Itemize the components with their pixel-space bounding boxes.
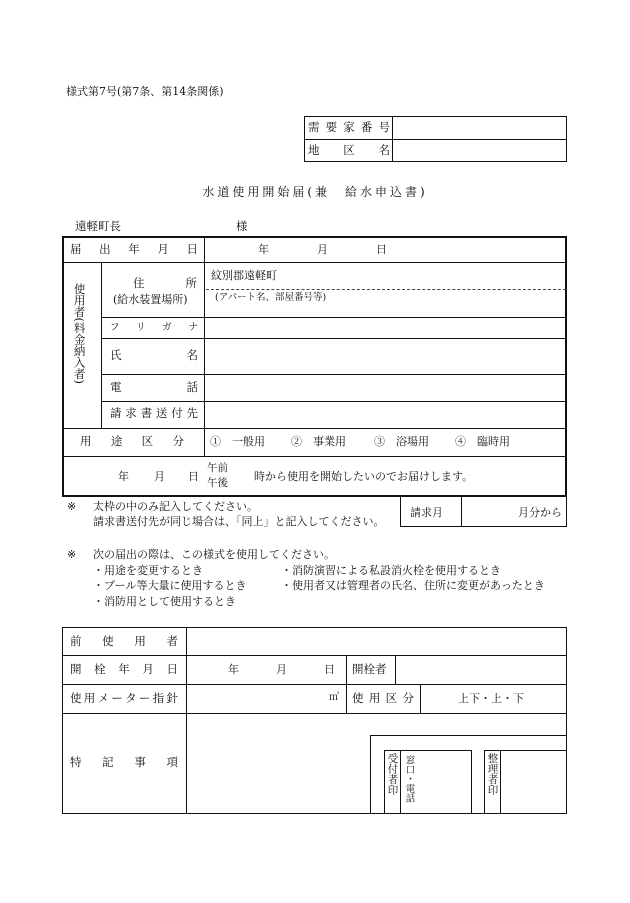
note1-mark: ※ [67,500,77,513]
usage-option-temporary[interactable]: ④ 臨時用 [455,435,510,448]
notify-year: 年 [258,243,269,256]
prev-user-label: 前使用者 [70,634,178,648]
meter-unit: ㎥ [329,692,339,703]
notify-day: 日 [376,243,387,256]
usage-class-value[interactable]: 上下・上・下 [458,692,524,705]
note2-item: ・使用者又は管理者の氏名、住所に変更があったとき [281,579,545,592]
receiver-seal-label: 受付者印 [386,753,399,795]
addressee-suffix: 様 [236,219,248,233]
furigana-label: フリガナ [110,322,198,333]
phone-label: 電話 [110,380,198,394]
note2-item: ・プール等大量に使用するとき [93,579,247,592]
usage-option-general[interactable]: ① 一般用 [210,435,265,448]
meter-label: 使用メーター指針 [70,691,178,705]
address-sub-label: (給水装置場所) [113,293,188,306]
plug-year: 年 [228,663,239,676]
note1-line2: 請求書送付先が同じ場合は、「同上」と記入してください。 [93,515,385,528]
note2-item: ・消防用として使用するとき [93,595,236,608]
note2-item: ・消防演習による私設消火栓を使用するとき [281,564,501,577]
note1-line1: 太枠の中のみ記入してください。 [93,500,258,513]
notify-month: 月 [317,243,328,256]
notify-date-label: 届出年月日 [70,242,198,256]
apartment-hint[interactable]: (アパート名、部屋番号等) [215,292,327,303]
plugger-label: 開栓者 [352,662,387,676]
start-day: 日 [188,470,199,483]
usage-option-bath[interactable]: ③ 浴場用 [374,435,429,448]
plug-date-label: 開栓年月日 [70,662,178,676]
usage-class-label: 使用区分 [352,691,414,705]
usage-label: 用途区分 [80,434,184,448]
billing-destination-label: 請求書送付先 [110,406,198,420]
billing-month-label: 請求月 [410,506,443,519]
pm-option[interactable]: 午後 [207,477,228,489]
form-title: 水道使用開始届(兼 給水申込書) [202,185,428,199]
note2-heading: 次の届出の際は、この様式を使用してください。 [93,548,335,561]
usage-option-business[interactable]: ② 事業用 [291,435,346,448]
user-group-label: 使用者(料金納入者) [72,283,87,384]
start-month: 月 [154,470,165,483]
note2-mark: ※ [67,548,77,561]
plug-day: 日 [324,663,335,676]
start-statement: 時から使用を開始したいのでお届けします。 [254,470,474,483]
name-label: 氏名 [110,348,198,362]
note2-item: ・用途を変更するとき [93,564,203,577]
address-label: 住所 [133,276,197,290]
form-number: 様式第7号(第7条、第14条関係) [66,85,224,98]
address-prefix[interactable]: 紋別郡遠軽町 [211,269,277,282]
organizer-seal-label: 整理者印 [486,753,499,795]
district-label: 地区名 [308,143,390,157]
customer-number-label: 需要家番号 [308,120,390,134]
plug-month: 月 [276,663,287,676]
billing-month-value[interactable]: 月分から [518,506,562,519]
remarks-label: 特記事項 [70,755,178,769]
am-option[interactable]: 午前 [207,462,228,474]
addressee: 遠軽町長 [75,219,121,233]
start-year: 年 [118,470,129,483]
window-phone-label: 窓口・電話 [403,755,415,803]
